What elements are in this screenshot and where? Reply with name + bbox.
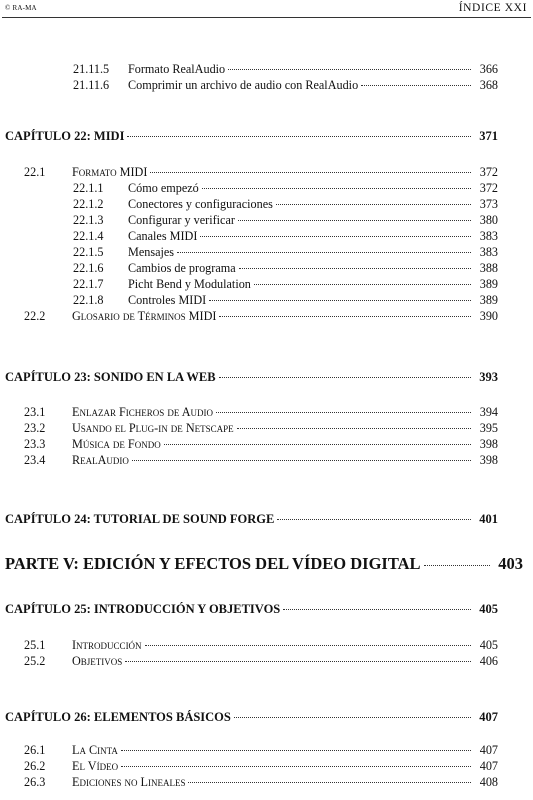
- entry-number: 23.2: [24, 421, 46, 435]
- toc-subsection-entry: [73, 293, 498, 308]
- entry-title: Introducción: [72, 638, 142, 652]
- dot-leader: [121, 750, 471, 751]
- dot-leader: [238, 220, 471, 221]
- entry-title: Controles MIDI: [128, 293, 207, 307]
- toc-section-entry: [24, 453, 498, 468]
- dot-leader: [209, 300, 471, 301]
- dot-leader: [188, 782, 471, 783]
- entry-number: 23.4: [24, 453, 46, 467]
- dot-leader: [234, 717, 471, 718]
- dot-leader: [125, 661, 471, 662]
- toc-subsection-entry: [73, 277, 498, 292]
- chapter-title: CAPÍTULO 25: INTRODUCCIÓN Y OBJETIVOS: [5, 602, 281, 616]
- dot-leader: [276, 204, 471, 205]
- entry-title: Música de Fondo: [72, 437, 161, 451]
- entry-number: 26.2: [24, 759, 46, 773]
- toc-part-entry: [5, 554, 523, 574]
- entry-title: Mensajes: [128, 245, 175, 259]
- entry-title: RealAudio: [72, 453, 129, 467]
- toc-chapter-entry: [5, 370, 498, 385]
- entry-page: 372: [479, 165, 498, 179]
- entry-page: 394: [479, 405, 498, 419]
- entry-page: 407: [479, 710, 498, 724]
- entry-page: 403: [498, 554, 523, 573]
- toc-subsection-entry: [73, 213, 498, 228]
- entry-page: 405: [479, 602, 498, 616]
- entry-number: 26.3: [24, 775, 46, 789]
- entry-number: 22.1.4: [73, 229, 104, 243]
- entry-title: Formato RealAudio: [128, 62, 226, 76]
- dot-leader: [237, 428, 471, 429]
- dot-leader: [283, 609, 471, 610]
- chapter-title: CAPÍTULO 26: ELEMENTOS BÁSICOS: [5, 710, 231, 724]
- toc-section-entry: [24, 421, 498, 436]
- entry-page: 389: [479, 277, 498, 291]
- entry-title: Conectores y configuraciones: [128, 197, 273, 211]
- dot-leader: [164, 444, 471, 445]
- page-header: [0, 3, 533, 17]
- dot-leader: [202, 188, 471, 189]
- entry-title: Formato MIDI: [72, 165, 148, 179]
- toc-section-entry: [24, 759, 498, 774]
- entry-number: 25.2: [24, 654, 46, 668]
- toc-section-entry: [24, 405, 498, 420]
- entry-page: 389: [479, 293, 498, 307]
- chapter-title: CAPÍTULO 23: SONIDO EN LA WEB: [5, 370, 216, 384]
- toc-subsection-entry: [73, 197, 498, 212]
- entry-page: 368: [479, 78, 498, 92]
- toc-subsection-entry: [73, 245, 498, 260]
- dot-leader: [361, 85, 471, 86]
- entry-number: 22.1.2: [73, 197, 104, 211]
- entry-page: 408: [479, 775, 498, 789]
- entry-page: 398: [479, 437, 498, 451]
- toc-subsection-entry: [73, 261, 498, 276]
- entry-page: 393: [479, 370, 498, 384]
- entry-title: Enlazar Ficheros de Audio: [72, 405, 213, 419]
- entry-number: 22.1.5: [73, 245, 104, 259]
- toc-section-entry: [24, 437, 498, 452]
- entry-page: 406: [479, 654, 498, 668]
- chapter-title: CAPÍTULO 22: MIDI: [5, 129, 125, 143]
- dot-leader: [219, 377, 471, 378]
- dot-leader: [200, 236, 471, 237]
- entry-number: 22.1: [24, 165, 46, 179]
- dot-leader: [177, 252, 471, 253]
- entry-page: 383: [479, 229, 498, 243]
- entry-title: Canales MIDI: [128, 229, 198, 243]
- toc-section-entry: [24, 309, 498, 324]
- toc-subsection-entry: [73, 229, 498, 244]
- entry-page: 401: [479, 512, 498, 526]
- dot-leader: [239, 268, 471, 269]
- dot-leader: [216, 412, 471, 413]
- entry-number: 22.2: [24, 309, 46, 323]
- dot-leader: [121, 766, 471, 767]
- part-title: PARTE V: EDICIÓN Y EFECTOS DEL VÍDEO DIGITAL: [5, 554, 421, 573]
- entry-number: 21.11.5: [73, 62, 110, 76]
- entry-page: 383: [479, 245, 498, 259]
- dot-leader: [127, 136, 471, 137]
- entry-title: Glosario de Términos MIDI: [72, 309, 217, 323]
- entry-title: Ediciones no Lineales: [72, 775, 186, 789]
- chapter-title: CAPÍTULO 24: TUTORIAL DE SOUND FORGE: [5, 512, 275, 526]
- entry-number: 21.11.6: [73, 78, 110, 92]
- toc-section-entry: [24, 654, 498, 669]
- entry-title: Objetivos: [72, 654, 123, 668]
- publisher-mark: © RA-MA: [5, 4, 37, 12]
- dot-leader: [228, 69, 471, 70]
- entry-page: 366: [479, 62, 498, 76]
- entry-number: 26.1: [24, 743, 46, 757]
- entry-number: 23.1: [24, 405, 46, 419]
- entry-page: 407: [479, 743, 498, 757]
- entry-number: 22.1.8: [73, 293, 104, 307]
- dot-leader: [132, 460, 471, 461]
- entry-page: 407: [479, 759, 498, 773]
- toc-chapter-entry: [5, 512, 498, 527]
- dot-leader: [254, 284, 471, 285]
- entry-title: Picht Bend y Modulation: [128, 277, 251, 291]
- entry-title: Comprimir un archivo de audio con RealAudio: [128, 78, 359, 92]
- entry-page: 380: [479, 213, 498, 227]
- entry-title: La Cinta: [72, 743, 118, 757]
- entry-number: 22.1.7: [73, 277, 104, 291]
- dot-leader: [424, 565, 490, 566]
- toc-chapter-entry: [5, 129, 498, 144]
- toc-subsection-entry: [73, 78, 498, 93]
- toc-subsection-entry: [73, 62, 498, 77]
- dot-leader: [219, 316, 471, 317]
- entry-number: 25.1: [24, 638, 46, 652]
- entry-page: 405: [479, 638, 498, 652]
- entry-page: 372: [479, 181, 498, 195]
- running-title: ÍNDICE XXI: [458, 2, 527, 14]
- entry-number: 22.1.1: [73, 181, 104, 195]
- entry-title: Cambios de programa: [128, 261, 236, 275]
- entry-number: 23.3: [24, 437, 46, 451]
- entry-page: 371: [479, 129, 498, 143]
- toc-section-entry: [24, 743, 498, 758]
- entry-page: 395: [479, 421, 498, 435]
- entry-page: 398: [479, 453, 498, 467]
- entry-page: 388: [479, 261, 498, 275]
- entry-title: El Vídeo: [72, 759, 119, 773]
- entry-page: 390: [479, 309, 498, 323]
- dot-leader: [145, 645, 471, 646]
- toc-section-entry: [24, 775, 498, 790]
- entry-title: Configurar y verificar: [128, 213, 235, 227]
- entry-number: 22.1.6: [73, 261, 104, 275]
- entry-number: 22.1.3: [73, 213, 104, 227]
- entry-title: Usando el Plug-in de Netscape: [72, 421, 234, 435]
- toc-chapter-entry: [5, 602, 498, 617]
- toc-chapter-entry: [5, 710, 498, 725]
- toc-section-entry: [24, 165, 498, 180]
- entry-page: 373: [479, 197, 498, 211]
- entry-title: Cómo empezó: [128, 181, 199, 195]
- toc-section-entry: [24, 638, 498, 653]
- dot-leader: [150, 172, 471, 173]
- header-rule: [2, 17, 531, 18]
- dot-leader: [277, 519, 471, 520]
- toc-subsection-entry: [73, 181, 498, 196]
